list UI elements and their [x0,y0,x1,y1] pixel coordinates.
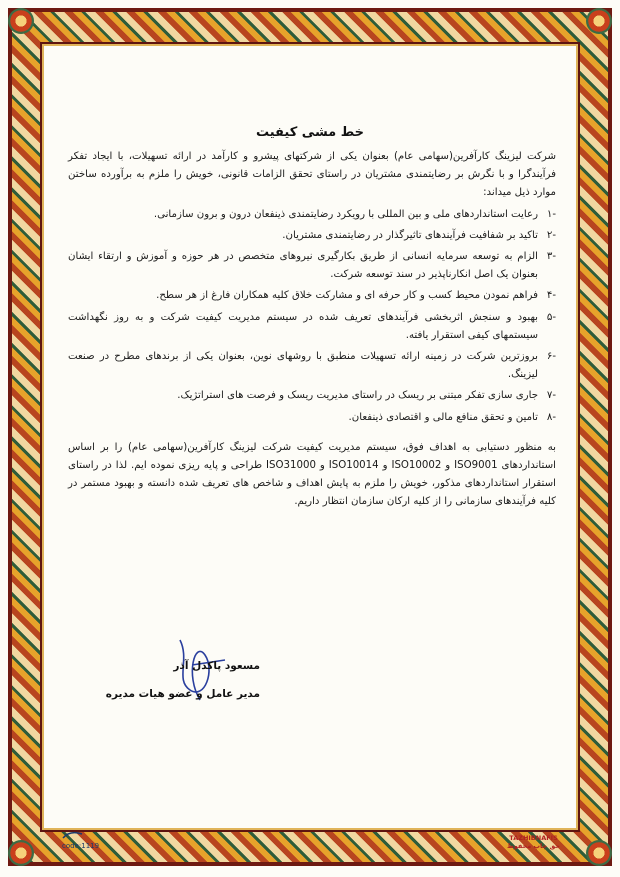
footer-brand: TAZHIBNAFIS حق چاپ محفوظ [507,834,560,850]
list-item: -۱ رعایت استانداردهای ملی و بین المللی با رویکرد رضایتمندی ذینفعان درون و برون سازمانی. [153,208,556,220]
intro-paragraph: شرکت لیزینگ کارآفرین(سهامی عام) بعنوان یکی از شرکتهای پیشرو و کارآمد در ارائه تسهیلات، با ایجاد تفکر فرآیندگرا و با نگرش بر رضایتمندی مشتریان در راستای تحقق الزامات قانونی، خویش را ملزم به برآورده ساختن موارد ذیل میداند: [68,151,556,199]
corner-ornament-icon [586,840,612,866]
signer-name: مسعود پاکدل آذر [173,660,260,672]
signer-title: مدیر عامل و عضو هیات مدیره [105,688,260,700]
footer-code: code:1119 [62,830,99,850]
list-item: -۵ بهبود و سنجش اثربخشی فرآیندهای تعریف شده در سیستم مدیریت کیفیت شرکت و به روز نگهداشت سیستمهای کیفی استقرار یافته. [68,311,556,341]
list-item: -۷ جاری سازی تفکر مبتنی بر ریسک در راستای مدیریت ریسک و فرصت های استراتژیک. [177,390,556,402]
list-item: -۲ تاکید بر شفافیت فرآیندهای تاثیرگذار در رضایتمندی مشتریان. [282,229,556,241]
list-item: -۸ تامین و تحقق منافع مالی و اقتصادی ذینفعان. [348,411,556,423]
corner-ornament-icon [8,840,34,866]
logo-icon [62,830,84,840]
list-item: -۴ فراهم نمودن محیط کسب و کار حرفه ای و مشارکت خلاق کلیه همکاران فارغ از هر سطح. [156,290,556,302]
list-item: -۶ بروزترین شرکت در زمینه ارائه تسهیلات منطبق با روشهای نوین، بعنوان یکی از برندهای مطرح در صنعت لیزینگ. [68,351,556,381]
closing-paragraph: به منظور دستیابی به اهداف فوق، سیستم مدیریت کیفیت شرکت لیزینگ کارآفرین(سهامی عام) را بر اساس استانداردهای ISO9001 و ISO10002 و ISO10014 و ISO31000 طراحی و پایه ریزی نموده ایم. لذا در راستای استقرار استانداردهای مذکور، خویش را ملزم به پایش اهداف و شاخص های تعریف شده دانسته و بهبود مستمر در کلیه فرآیندهای سازمانی را از کلیه ارکان سازمان انتظار داریم. [68,441,556,508]
document-body [68,148,556,512]
corner-ornament-icon [586,8,612,34]
policy-list [68,206,556,427]
corner-ornament-icon [8,8,34,34]
signature-block [106,652,260,708]
list-item: -۳ الزام به توسعه سرمایه انسانی از طریق بکارگیری نیروهای متخصص در هر حوزه و آموزش و ارتقاء ایشان بعنوان یک اصل انکارناپذیر در سند توسعه شرکت. [68,251,556,281]
document-title: خط مشی کیفیت [255,125,365,140]
